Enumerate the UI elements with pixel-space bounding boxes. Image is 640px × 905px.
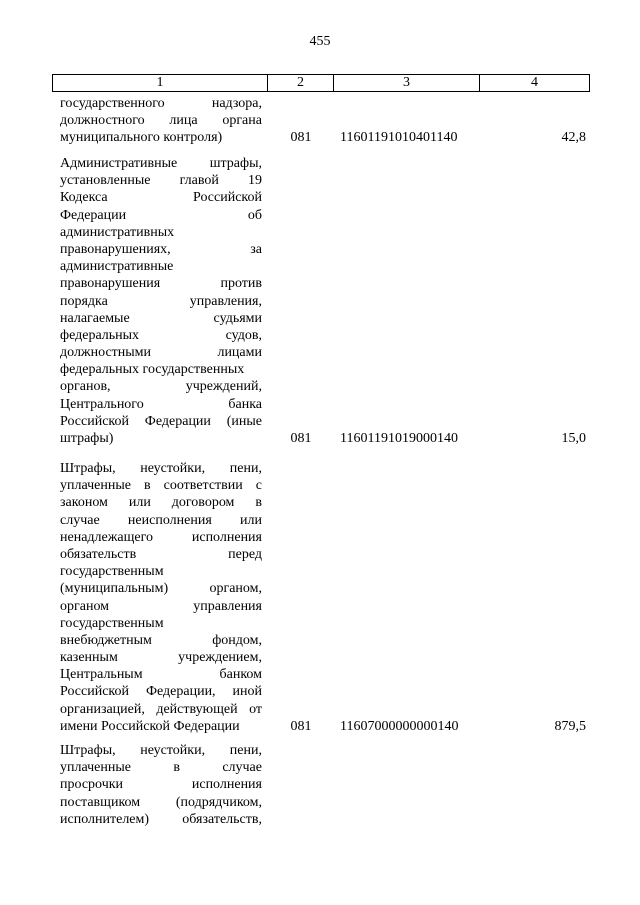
description-word: неисполнения — [127, 512, 212, 528]
description-word: учреждений, — [185, 379, 262, 395]
description-word: правонарушениях, — [60, 241, 171, 257]
header-col-1: 1 — [53, 75, 268, 91]
description-word: судьями — [213, 310, 262, 326]
row-description — [60, 460, 262, 735]
amount-value: 42,8 — [561, 130, 586, 146]
description-word: об — [247, 207, 262, 223]
description-line — [60, 460, 262, 477]
description-word: или — [128, 495, 151, 511]
description-line — [60, 811, 262, 828]
description-word: Центрального — [60, 396, 144, 412]
amount-value: 879,5 — [554, 719, 586, 734]
description-word: Федерации — [144, 413, 211, 429]
description-word: ненадлежащего — [60, 529, 154, 545]
description-line — [60, 327, 262, 344]
header-col-4: 4 — [531, 75, 538, 90]
description-line — [60, 615, 262, 632]
description-word: действующей — [156, 701, 238, 717]
description-line — [60, 258, 262, 275]
description-line — [60, 742, 262, 759]
description-word: государственным — [60, 615, 164, 631]
description-line — [60, 494, 262, 511]
description-word: банком — [219, 667, 262, 683]
description-word: обязательств, — [182, 811, 262, 827]
description-word: организацией, — [60, 701, 145, 717]
description-line — [60, 344, 262, 361]
header-col-2: 2 — [268, 75, 334, 91]
description-word: договором — [171, 495, 235, 511]
table-header — [52, 74, 590, 92]
description-line — [60, 224, 262, 241]
description-line — [60, 189, 262, 206]
description-line — [60, 718, 262, 735]
budget-classification-code: 11601191010401140 — [340, 130, 458, 146]
description-word: (иные — [226, 413, 262, 429]
description-word: неустойки, — [140, 743, 206, 758]
description-line — [60, 546, 262, 563]
description-word: органа — [222, 113, 262, 129]
header-col-3: 3 — [334, 75, 480, 91]
description-word: Федерации — [60, 207, 127, 223]
description-word: за — [250, 241, 262, 257]
description-line — [60, 413, 262, 430]
description-line — [60, 632, 262, 649]
budget-classification-code: 11607000000000140 — [340, 719, 459, 734]
description-word: органом — [60, 598, 110, 614]
description-word: главой — [179, 173, 219, 189]
description-word: органом, — [209, 581, 262, 597]
description-line — [60, 794, 262, 811]
description-word: муниципального контроля) — [60, 130, 223, 146]
description-word: учреждением, — [178, 650, 262, 666]
description-word: Штрафы, — [60, 461, 116, 476]
description-word: штрафы) — [60, 431, 114, 446]
description-word: случае — [60, 512, 100, 528]
description-line — [60, 512, 262, 529]
description-line — [60, 361, 262, 378]
description-line — [60, 649, 262, 666]
description-word: просрочки — [60, 777, 124, 793]
description-line — [60, 683, 262, 700]
description-line — [60, 155, 262, 172]
description-line — [60, 701, 262, 718]
description-word: государственного — [60, 96, 165, 111]
description-word: 19 — [247, 173, 262, 189]
description-line — [60, 759, 262, 776]
description-word: федеральных государственных — [60, 362, 245, 378]
description-line — [60, 172, 262, 189]
description-word: неустойки, — [140, 461, 206, 476]
description-word: поставщиком — [60, 794, 141, 810]
row-description — [60, 155, 262, 447]
description-line — [60, 310, 262, 327]
description-line — [60, 598, 262, 615]
description-word: установленные — [60, 173, 151, 189]
budget-classification-code: 11601191019000140 — [340, 431, 458, 447]
description-line — [60, 477, 262, 494]
description-line — [60, 776, 262, 793]
description-word: в — [173, 760, 180, 776]
admin-code: 081 — [290, 431, 312, 447]
description-word: имени Российской Федерации — [60, 718, 240, 734]
description-line — [60, 666, 262, 683]
description-word: штрафы, — [209, 156, 262, 171]
description-word: должностными — [60, 345, 152, 361]
description-line — [60, 293, 262, 310]
description-line — [60, 430, 262, 447]
description-word: перед — [228, 546, 262, 562]
description-word: пени, — [229, 743, 262, 758]
description-word: в — [144, 478, 151, 494]
description-word: лица — [169, 113, 198, 129]
description-line — [60, 207, 262, 224]
description-line — [60, 241, 262, 258]
description-line — [60, 95, 262, 112]
description-word: соответствии — [163, 478, 243, 494]
description-word: (муниципальным) — [60, 581, 169, 597]
description-word: исполнения — [191, 529, 262, 545]
description-word: пени, — [229, 461, 262, 476]
description-word: внебюджетным — [60, 632, 152, 648]
row-description — [60, 742, 262, 828]
admin-code: 081 — [290, 130, 312, 146]
description-word: уплаченные — [60, 478, 131, 494]
description-word: Штрафы, — [60, 743, 116, 758]
description-word: федеральных — [60, 327, 140, 343]
description-word: Федерации, — [145, 684, 216, 700]
description-word: или — [240, 512, 262, 528]
description-word: административных — [60, 224, 175, 240]
description-word: иной — [232, 684, 262, 700]
description-word: Центральным — [60, 667, 143, 683]
description-line — [60, 396, 262, 413]
description-word: в — [255, 495, 262, 511]
description-word: правонарушения — [60, 276, 161, 292]
description-word: исполнителем) — [60, 811, 150, 827]
description-word: государственным — [60, 564, 164, 580]
description-line — [60, 275, 262, 292]
admin-code: 081 — [290, 719, 312, 734]
description-line — [60, 580, 262, 597]
description-word: должностного — [60, 113, 145, 129]
row-description — [60, 95, 262, 147]
description-word: Административные — [60, 156, 178, 171]
description-word: налагаемые — [60, 310, 130, 326]
description-word: банка — [228, 396, 262, 412]
description-word: лицами — [217, 345, 262, 361]
description-word: Российской — [60, 413, 129, 429]
description-word: Российской — [60, 684, 129, 700]
description-word: с — [255, 478, 262, 494]
description-word: уплаченные — [60, 760, 131, 776]
page-number: 455 — [309, 34, 331, 49]
description-word: органов, — [60, 379, 111, 395]
description-word: Кодекса — [60, 190, 108, 206]
description-word: фондом, — [212, 632, 262, 648]
description-word: управления — [193, 598, 262, 614]
description-line — [60, 129, 262, 146]
description-word: судов, — [225, 327, 262, 343]
description-word: (подрядчиком, — [175, 794, 262, 810]
description-word: законом — [60, 495, 108, 511]
description-word: надзора, — [211, 96, 262, 111]
description-word: исполнения — [191, 777, 262, 793]
description-word: от — [249, 701, 262, 717]
description-line — [60, 378, 262, 395]
description-word: обязательств — [60, 546, 137, 562]
description-word: казенным — [60, 650, 118, 666]
description-line — [60, 563, 262, 580]
description-word: административные — [60, 259, 174, 275]
description-word: против — [220, 276, 262, 292]
description-word: случае — [222, 760, 262, 776]
description-line — [60, 112, 262, 129]
description-word: порядка — [60, 293, 108, 309]
description-word: управления, — [189, 293, 262, 309]
description-line — [60, 529, 262, 546]
amount-value: 15,0 — [561, 431, 586, 447]
description-word: Российской — [193, 190, 262, 206]
